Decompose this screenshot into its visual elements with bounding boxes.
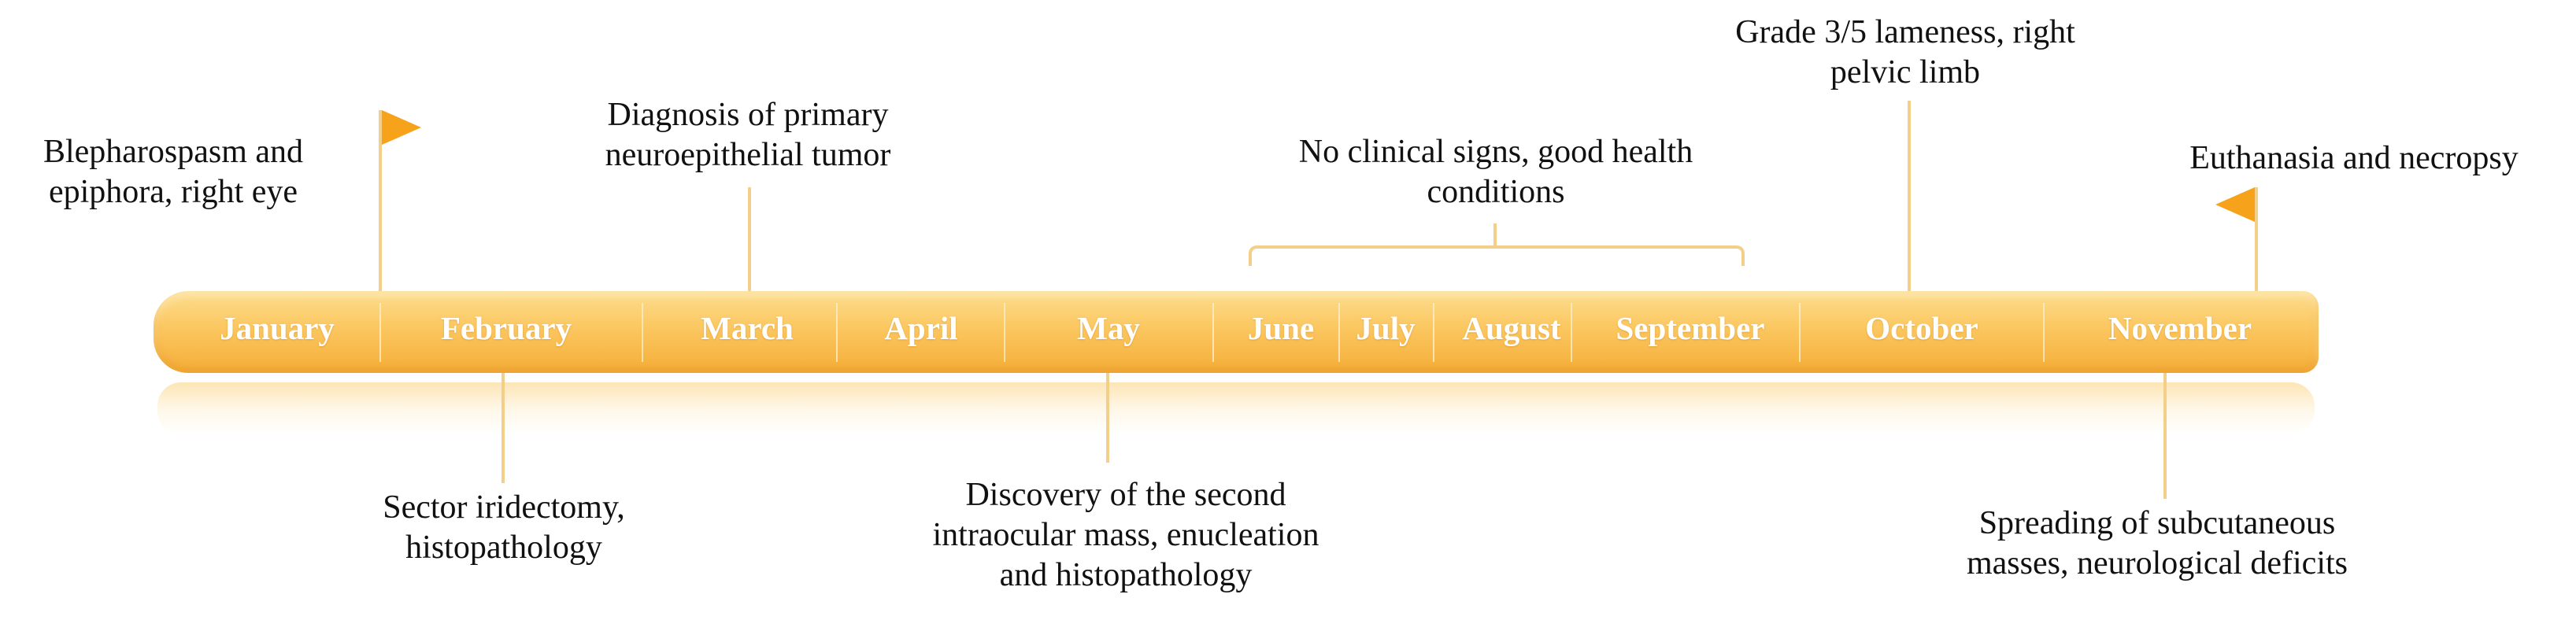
event-line: Spreading of subcutaneous — [1978, 505, 2336, 541]
event-line: Discovery of the second — [965, 477, 1286, 513]
month-divider — [379, 303, 381, 362]
month-divider — [1433, 303, 1434, 362]
event-line: Grade 3/5 lameness, right — [1735, 14, 2075, 50]
flag-icon — [2215, 187, 2255, 222]
connector-march — [748, 187, 751, 293]
month-august: August — [1462, 310, 1561, 346]
month-november: November — [2108, 310, 2252, 346]
month-october: October — [1865, 310, 1978, 346]
month-july: July — [1356, 310, 1416, 346]
month-january: January — [220, 310, 335, 346]
event-line: Sector iridectomy, — [383, 489, 625, 526]
event-blepharospasm — [8, 132, 339, 212]
event-line: masses, neurological deficits — [1966, 545, 2348, 581]
flag-pole-november — [2255, 187, 2258, 293]
month-divider — [1571, 303, 1572, 362]
event-no-clinical-signs — [1244, 132, 1748, 212]
month-divider — [1212, 303, 1214, 362]
month-february: February — [440, 310, 572, 346]
event-line: Euthanasia and necropsy — [2189, 140, 2519, 176]
event-line: neuroepithelial tumor — [605, 137, 891, 173]
month-divider — [836, 303, 838, 362]
event-line: and histopathology — [999, 557, 1253, 593]
connector-may — [1106, 373, 1109, 463]
month-divider — [642, 303, 643, 362]
event-line: intraocular mass, enucleation — [932, 517, 1319, 553]
event-line: conditions — [1427, 174, 1565, 210]
event-iridectomy — [339, 488, 669, 568]
month-september: September — [1616, 310, 1765, 346]
month-june: June — [1247, 310, 1315, 346]
month-divider — [2043, 303, 2045, 362]
connector-february — [502, 373, 505, 483]
connector-october — [1908, 101, 1911, 293]
month-divider — [1799, 303, 1801, 362]
event-line: epiphora, right eye — [48, 174, 298, 210]
event-line: histopathology — [405, 530, 602, 566]
event-diagnosis — [559, 95, 937, 175]
event-line: Diagnosis of primary — [607, 97, 889, 133]
event-spreading — [1913, 504, 2401, 584]
month-april: April — [884, 310, 958, 346]
flag-icon — [382, 110, 421, 145]
bracket-june-september — [1249, 245, 1745, 266]
event-line: Blepharospasm and — [43, 134, 304, 170]
month-may: May — [1077, 310, 1140, 346]
bracket-stem — [1493, 223, 1497, 247]
timeline-reflection — [157, 382, 2315, 434]
month-march: March — [701, 310, 794, 346]
event-line: No clinical signs, good health — [1298, 134, 1693, 170]
connector-november — [2163, 373, 2167, 499]
event-lameness — [1685, 13, 2126, 93]
month-divider — [1004, 303, 1005, 362]
event-euthanasia — [2149, 138, 2559, 179]
event-discovery — [898, 475, 1354, 596]
month-divider — [1338, 303, 1340, 362]
event-line: pelvic limb — [1830, 54, 1981, 90]
